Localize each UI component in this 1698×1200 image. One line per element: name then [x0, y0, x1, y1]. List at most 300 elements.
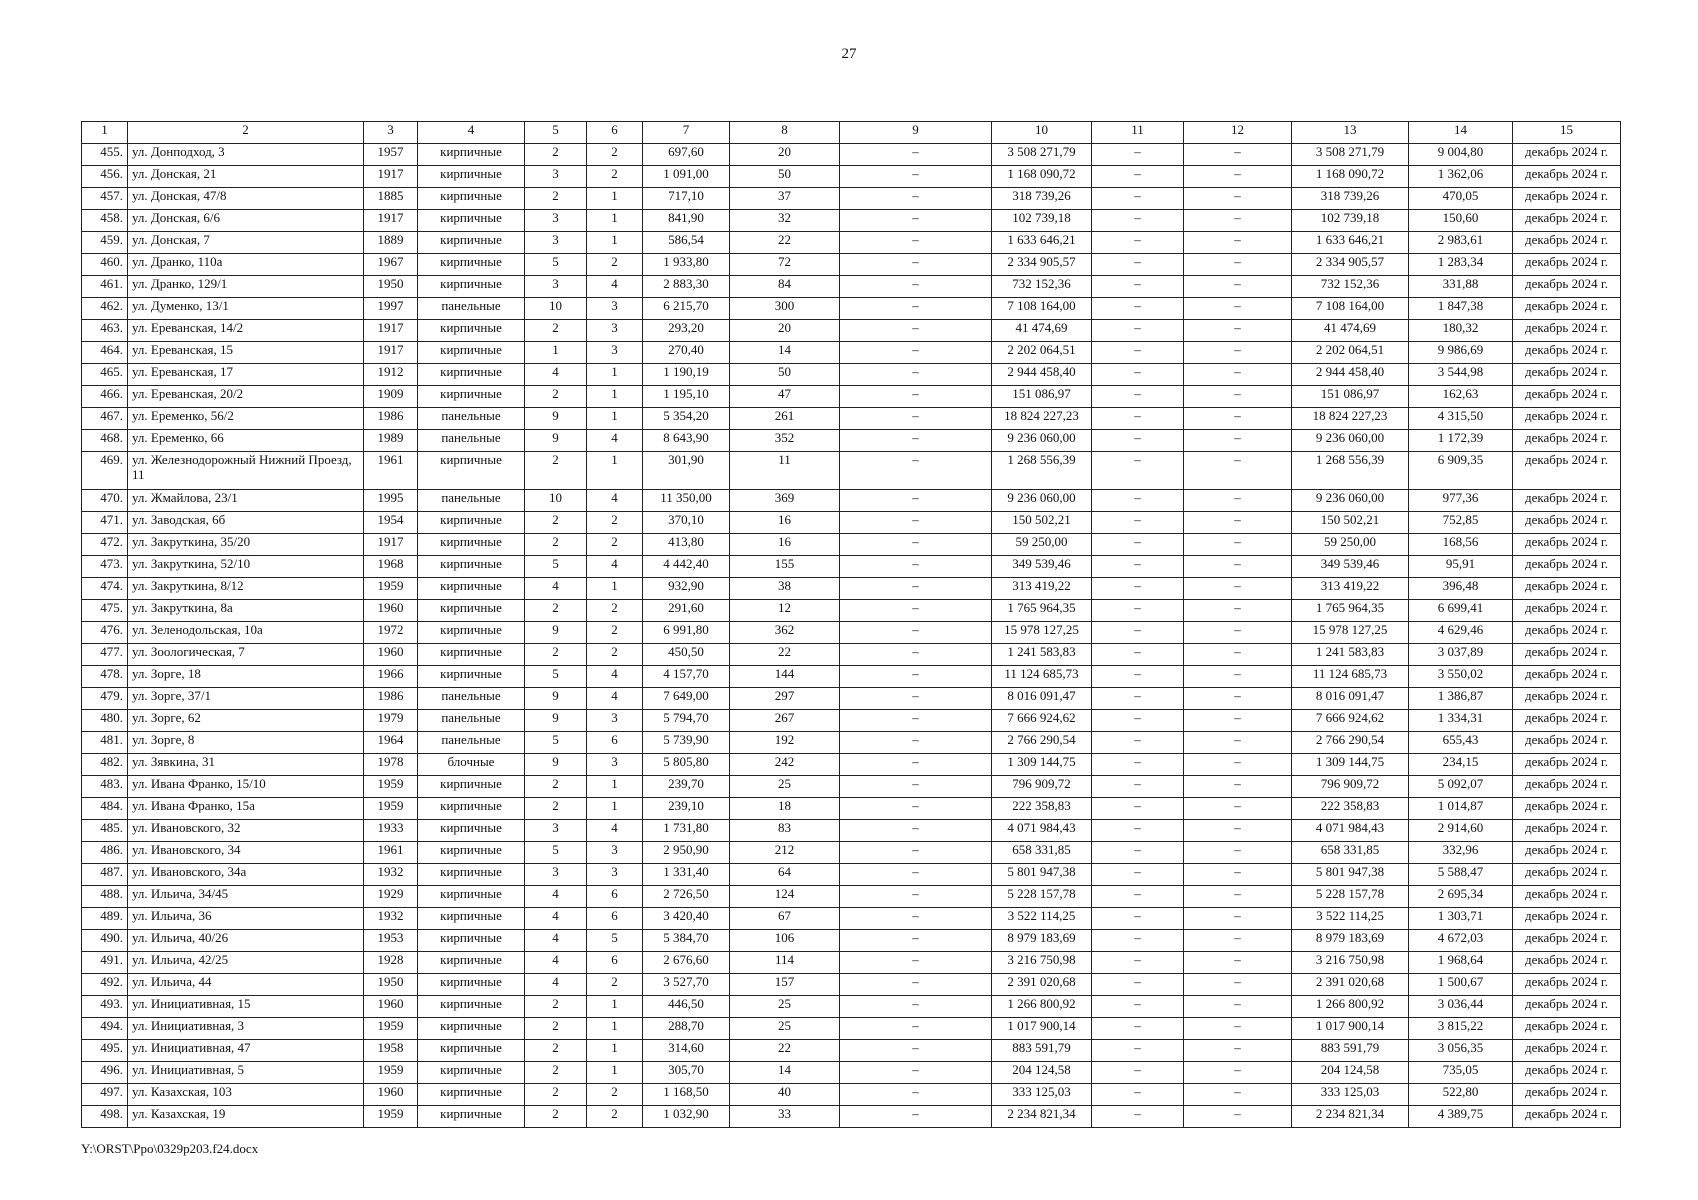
table-cell: –	[1092, 342, 1184, 364]
table-cell: 9	[525, 430, 587, 452]
table-cell: декабрь 2024 г.	[1513, 490, 1621, 512]
table-cell: 4 071 984,43	[992, 820, 1092, 842]
table-cell: 4 315,50	[1409, 408, 1513, 430]
table-cell: 1909	[364, 386, 418, 408]
table-cell: –	[840, 974, 992, 996]
table-cell: 2 883,30	[643, 276, 730, 298]
table-cell: 658 331,85	[992, 842, 1092, 864]
table-cell: –	[1092, 1018, 1184, 1040]
header-cell: 7	[643, 122, 730, 144]
header-cell: 9	[840, 122, 992, 144]
table-cell: –	[1092, 710, 1184, 732]
table-cell: –	[1092, 556, 1184, 578]
table-cell: 1889	[364, 232, 418, 254]
table-row	[82, 1062, 1621, 1084]
table-cell: –	[1184, 232, 1292, 254]
table-cell: –	[840, 298, 992, 320]
table-cell: 305,70	[643, 1062, 730, 1084]
table-cell: –	[1092, 952, 1184, 974]
table-cell: –	[1092, 798, 1184, 820]
table-cell: 291,60	[643, 600, 730, 622]
table-cell: 796 909,72	[992, 776, 1092, 798]
table-cell: 222 358,83	[992, 798, 1092, 820]
table-cell: –	[1184, 452, 1292, 490]
table-cell: 5 384,70	[643, 930, 730, 952]
table-row	[82, 732, 1621, 754]
address-cell: ул. Казахская, 103	[128, 1084, 364, 1106]
footer-file-path: Y:\ORST\Ppo\0329p203.f24.docx	[81, 1141, 259, 1156]
table-cell: кирпичные	[418, 864, 525, 886]
table-row	[82, 386, 1621, 408]
table-row	[82, 452, 1621, 490]
table-cell: 932,90	[643, 578, 730, 600]
table-cell: декабрь 2024 г.	[1513, 908, 1621, 930]
table-cell: 25	[730, 996, 840, 1018]
table-cell: 318 739,26	[992, 188, 1092, 210]
table-row	[82, 798, 1621, 820]
table-row	[82, 298, 1621, 320]
table-cell: кирпичные	[418, 886, 525, 908]
table-cell: 333 125,03	[1292, 1084, 1409, 1106]
table-cell: панельные	[418, 710, 525, 732]
table-cell: –	[840, 276, 992, 298]
table-cell: 1968	[364, 556, 418, 578]
header-cell: 10	[992, 122, 1092, 144]
row-number-cell: 491.	[82, 952, 128, 974]
table-cell: 1 303,71	[1409, 908, 1513, 930]
table-cell: декабрь 2024 г.	[1513, 952, 1621, 974]
table-cell: 4 071 984,43	[1292, 820, 1409, 842]
header-cell: 5	[525, 122, 587, 144]
table-cell: 11	[730, 452, 840, 490]
table-cell: 5 092,07	[1409, 776, 1513, 798]
table-row	[82, 1018, 1621, 1040]
table-cell: 1 168 090,72	[1292, 166, 1409, 188]
table-cell: 3	[525, 276, 587, 298]
table-cell: панельные	[418, 732, 525, 754]
table-cell: –	[1092, 1062, 1184, 1084]
table-cell: 2	[587, 1084, 643, 1106]
table-row	[82, 408, 1621, 430]
table-cell: 6 909,35	[1409, 452, 1513, 490]
table-cell: 102 739,18	[992, 210, 1092, 232]
table-cell: 301,90	[643, 452, 730, 490]
table-cell: 9 986,69	[1409, 342, 1513, 364]
table-row	[82, 1040, 1621, 1062]
table-cell: 1928	[364, 952, 418, 974]
address-cell: ул. Думенко, 13/1	[128, 298, 364, 320]
table-cell: 1960	[364, 1084, 418, 1106]
table-cell: 2 391 020,68	[992, 974, 1092, 996]
table-cell: 270,40	[643, 342, 730, 364]
table-cell: 4	[525, 364, 587, 386]
table-cell: 2	[525, 1106, 587, 1128]
table-cell: –	[840, 188, 992, 210]
table-cell: 470,05	[1409, 188, 1513, 210]
table-cell: 12	[730, 600, 840, 622]
table-cell: 300	[730, 298, 840, 320]
table-cell: 5	[525, 666, 587, 688]
table-cell: 1912	[364, 364, 418, 386]
table-cell: 5	[525, 254, 587, 276]
table-cell: 2	[525, 144, 587, 166]
table-cell: 2	[525, 776, 587, 798]
table-cell: –	[1184, 166, 1292, 188]
table-cell: 7 666 924,62	[992, 710, 1092, 732]
table-cell: –	[840, 210, 992, 232]
table-cell: 2	[525, 386, 587, 408]
table-cell: 4 629,46	[1409, 622, 1513, 644]
table-cell: –	[1184, 276, 1292, 298]
table-row	[82, 578, 1621, 600]
table-cell: 1959	[364, 578, 418, 600]
table-cell: –	[1184, 254, 1292, 276]
table-cell: 157	[730, 974, 840, 996]
row-number-cell: 464.	[82, 342, 128, 364]
table-cell: –	[1092, 688, 1184, 710]
table-row	[82, 188, 1621, 210]
table-cell: 16	[730, 534, 840, 556]
table-cell: 59 250,00	[992, 534, 1092, 556]
table-cell: 2	[525, 320, 587, 342]
table-cell: –	[840, 1062, 992, 1084]
table-cell: –	[1092, 386, 1184, 408]
table-cell: 1979	[364, 710, 418, 732]
table-row	[82, 820, 1621, 842]
table-cell: 6 215,70	[643, 298, 730, 320]
table-cell: 9 236 060,00	[992, 430, 1092, 452]
address-cell: ул. Закруткина, 52/10	[128, 556, 364, 578]
table-cell: 1	[587, 232, 643, 254]
table-cell: 2 334 905,57	[1292, 254, 1409, 276]
table-cell: 9	[525, 408, 587, 430]
table-cell: 1 266 800,92	[992, 996, 1092, 1018]
table-cell: 5	[525, 842, 587, 864]
table-cell: 333 125,03	[992, 1084, 1092, 1106]
table-cell: кирпичные	[418, 930, 525, 952]
table-cell: –	[1184, 1040, 1292, 1062]
table-cell: 1 309 144,75	[1292, 754, 1409, 776]
table-cell: декабрь 2024 г.	[1513, 232, 1621, 254]
table-cell: –	[1184, 754, 1292, 776]
table-cell: –	[1092, 320, 1184, 342]
table-cell: –	[1184, 578, 1292, 600]
table-cell: –	[1184, 622, 1292, 644]
row-number-cell: 461.	[82, 276, 128, 298]
table-cell: –	[1092, 430, 1184, 452]
table-cell: декабрь 2024 г.	[1513, 776, 1621, 798]
table-cell: –	[840, 842, 992, 864]
table-cell: 5 801 947,38	[1292, 864, 1409, 886]
table-cell: –	[1184, 666, 1292, 688]
table-cell: 1 168 090,72	[992, 166, 1092, 188]
table-cell: –	[840, 952, 992, 974]
page-number: 27	[841, 46, 857, 62]
address-cell: ул. Заводская, 6б	[128, 512, 364, 534]
table-cell: 8 979 183,69	[992, 930, 1092, 952]
header-cell: 8	[730, 122, 840, 144]
table-cell: кирпичные	[418, 276, 525, 298]
table-cell: –	[1092, 732, 1184, 754]
table-row	[82, 144, 1621, 166]
table-cell: 450,50	[643, 644, 730, 666]
table-cell: 8 016 091,47	[1292, 688, 1409, 710]
table-cell: 352	[730, 430, 840, 452]
table-cell: –	[1092, 622, 1184, 644]
table-cell: 155	[730, 556, 840, 578]
table-cell: 1	[587, 1018, 643, 1040]
row-number-cell: 498.	[82, 1106, 128, 1128]
table-cell: 4 442,40	[643, 556, 730, 578]
address-cell: ул. Дранко, 129/1	[128, 276, 364, 298]
table-cell: –	[1092, 144, 1184, 166]
table-cell: 4	[525, 930, 587, 952]
table-cell: –	[840, 732, 992, 754]
table-cell: декабрь 2024 г.	[1513, 798, 1621, 820]
header-row	[82, 122, 1621, 144]
table-cell: декабрь 2024 г.	[1513, 732, 1621, 754]
table-cell: –	[840, 556, 992, 578]
table-row	[82, 688, 1621, 710]
table-cell: 5 739,90	[643, 732, 730, 754]
table-cell: 5 228 157,78	[1292, 886, 1409, 908]
table-cell: –	[1092, 232, 1184, 254]
table-cell: 3	[525, 166, 587, 188]
table-cell: –	[1184, 732, 1292, 754]
table-cell: 3 216 750,98	[1292, 952, 1409, 974]
table-cell: 2	[587, 622, 643, 644]
address-cell: ул. Ильича, 34/45	[128, 886, 364, 908]
table-cell: –	[1092, 1084, 1184, 1106]
table-cell: 1 017 900,14	[992, 1018, 1092, 1040]
table-cell: –	[1184, 798, 1292, 820]
address-cell: ул. Ереванская, 15	[128, 342, 364, 364]
table-cell: 1 633 646,21	[1292, 232, 1409, 254]
table-cell: 9 236 060,00	[992, 490, 1092, 512]
table-cell: 47	[730, 386, 840, 408]
table-row	[82, 1084, 1621, 1106]
table-cell: 370,10	[643, 512, 730, 534]
table-row	[82, 534, 1621, 556]
table-row	[82, 996, 1621, 1018]
row-number-cell: 457.	[82, 188, 128, 210]
table-cell: –	[1092, 864, 1184, 886]
table-row	[82, 930, 1621, 952]
row-number-cell: 462.	[82, 298, 128, 320]
table-cell: 50	[730, 364, 840, 386]
table-cell: 1958	[364, 1040, 418, 1062]
table-cell: 33	[730, 1106, 840, 1128]
table-cell: 6 699,41	[1409, 600, 1513, 622]
table-row	[82, 364, 1621, 386]
table-cell: 3 815,22	[1409, 1018, 1513, 1040]
table-cell: 1 266 800,92	[1292, 996, 1409, 1018]
table-cell: кирпичные	[418, 320, 525, 342]
row-number-cell: 486.	[82, 842, 128, 864]
table-cell: 11 350,00	[643, 490, 730, 512]
row-number-cell: 484.	[82, 798, 128, 820]
table-cell: –	[1092, 276, 1184, 298]
table-cell: –	[1184, 710, 1292, 732]
table-cell: –	[1184, 534, 1292, 556]
table-cell: декабрь 2024 г.	[1513, 930, 1621, 952]
table-cell: 2 914,60	[1409, 820, 1513, 842]
table-cell: кирпичные	[418, 166, 525, 188]
table-cell: 5	[587, 930, 643, 952]
table-cell: 9	[525, 622, 587, 644]
table-cell: 8 643,90	[643, 430, 730, 452]
table-cell: 1953	[364, 930, 418, 952]
table-cell: –	[840, 408, 992, 430]
table-row	[82, 342, 1621, 364]
table-cell: 977,36	[1409, 490, 1513, 512]
table-cell: 9 236 060,00	[1292, 490, 1409, 512]
address-cell: ул. Ивановского, 34	[128, 842, 364, 864]
table-cell: декабрь 2024 г.	[1513, 820, 1621, 842]
table-cell: 2	[525, 188, 587, 210]
header-cell: 15	[1513, 122, 1621, 144]
table-cell: 25	[730, 1018, 840, 1040]
table-cell: –	[840, 1106, 992, 1128]
table-cell: 1 268 556,39	[992, 452, 1092, 490]
table-cell: 1	[525, 342, 587, 364]
table-cell: кирпичные	[418, 776, 525, 798]
table-cell: кирпичные	[418, 254, 525, 276]
row-number-cell: 470.	[82, 490, 128, 512]
table-cell: кирпичные	[418, 908, 525, 930]
table-cell: кирпичные	[418, 798, 525, 820]
table-cell: –	[1092, 452, 1184, 490]
table-cell: 5	[525, 732, 587, 754]
address-cell: ул. Железнодорожный Нижний Проезд, 11	[128, 452, 364, 490]
row-number-cell: 472.	[82, 534, 128, 556]
row-number-cell: 458.	[82, 210, 128, 232]
table-cell: 2 202 064,51	[992, 342, 1092, 364]
row-number-cell: 482.	[82, 754, 128, 776]
table-cell: 2 950,90	[643, 842, 730, 864]
row-number-cell: 466.	[82, 386, 128, 408]
table-cell: кирпичные	[418, 188, 525, 210]
table-cell: 25	[730, 776, 840, 798]
table-cell: декабрь 2024 г.	[1513, 534, 1621, 556]
table-cell: –	[840, 798, 992, 820]
address-cell: ул. Инициативная, 15	[128, 996, 364, 1018]
table-cell: –	[840, 578, 992, 600]
table-cell: –	[840, 996, 992, 1018]
table-cell: 796 909,72	[1292, 776, 1409, 798]
table-cell: 11 124 685,73	[1292, 666, 1409, 688]
table-cell: 2	[525, 644, 587, 666]
table-cell: декабрь 2024 г.	[1513, 452, 1621, 490]
table-cell: кирпичные	[418, 622, 525, 644]
table-cell: 1972	[364, 622, 418, 644]
table-cell: 1960	[364, 600, 418, 622]
table-cell: –	[1092, 776, 1184, 798]
table-cell: 1954	[364, 512, 418, 534]
table-cell: кирпичные	[418, 232, 525, 254]
table-row	[82, 974, 1621, 996]
table-row	[82, 754, 1621, 776]
table-cell: 1932	[364, 908, 418, 930]
table-cell: 3 216 750,98	[992, 952, 1092, 974]
table-cell: 1 331,40	[643, 864, 730, 886]
table-cell: 1959	[364, 1106, 418, 1128]
row-number-cell: 465.	[82, 364, 128, 386]
table-cell: 162,63	[1409, 386, 1513, 408]
table-cell: 5 794,70	[643, 710, 730, 732]
table-cell: 4	[525, 908, 587, 930]
table-cell: –	[1092, 512, 1184, 534]
address-cell: ул. Донская, 47/8	[128, 188, 364, 210]
table-cell: 5 354,20	[643, 408, 730, 430]
table-cell: 5	[525, 556, 587, 578]
table-row	[82, 1106, 1621, 1128]
table-cell: 2 944 458,40	[1292, 364, 1409, 386]
table-cell: 331,88	[1409, 276, 1513, 298]
table-cell: 2	[525, 1084, 587, 1106]
table-cell: 396,48	[1409, 578, 1513, 600]
table-cell: 3	[587, 864, 643, 886]
table-cell: 1 017 900,14	[1292, 1018, 1409, 1040]
table-cell: кирпичные	[418, 1084, 525, 1106]
table-cell: –	[1184, 386, 1292, 408]
row-number-cell: 455.	[82, 144, 128, 166]
table-cell: 2 676,60	[643, 952, 730, 974]
table-cell: 2	[587, 144, 643, 166]
table-cell: 1 309 144,75	[992, 754, 1092, 776]
table-cell: 2	[525, 1040, 587, 1062]
table-cell: –	[1184, 600, 1292, 622]
table-cell: 4	[525, 974, 587, 996]
table-row	[82, 710, 1621, 732]
table-cell: 2 202 064,51	[1292, 342, 1409, 364]
table-cell: –	[1092, 408, 1184, 430]
table-cell: –	[840, 364, 992, 386]
table-cell: декабрь 2024 г.	[1513, 254, 1621, 276]
table-cell: 1	[587, 408, 643, 430]
table-cell: 1957	[364, 144, 418, 166]
table-cell: 362	[730, 622, 840, 644]
table-cell: 102 739,18	[1292, 210, 1409, 232]
address-cell: ул. Закруткина, 8/12	[128, 578, 364, 600]
table-cell: 50	[730, 166, 840, 188]
table-cell: 1885	[364, 188, 418, 210]
address-cell: ул. Инициативная, 47	[128, 1040, 364, 1062]
table-cell: 1 633 646,21	[992, 232, 1092, 254]
row-number-cell: 463.	[82, 320, 128, 342]
table-cell: 2	[525, 1062, 587, 1084]
table-cell: 3 056,35	[1409, 1040, 1513, 1062]
table-cell: 1	[587, 452, 643, 490]
table-cell: декабрь 2024 г.	[1513, 996, 1621, 1018]
address-cell: ул. Дранко, 110а	[128, 254, 364, 276]
table-cell: 1995	[364, 490, 418, 512]
table-cell: 6	[587, 732, 643, 754]
table-cell: 168,56	[1409, 534, 1513, 556]
table-cell: 1967	[364, 254, 418, 276]
address-cell: ул. Ереванская, 14/2	[128, 320, 364, 342]
address-cell: ул. Ивана Франко, 15/10	[128, 776, 364, 798]
row-number-cell: 481.	[82, 732, 128, 754]
address-cell: ул. Зорге, 62	[128, 710, 364, 732]
address-cell: ул. Зорге, 37/1	[128, 688, 364, 710]
table-cell: –	[1184, 688, 1292, 710]
table-cell: 2	[525, 452, 587, 490]
table-cell: 1917	[364, 166, 418, 188]
table-cell: 9 004,80	[1409, 144, 1513, 166]
address-cell: ул. Инициативная, 5	[128, 1062, 364, 1084]
table-cell: –	[1184, 644, 1292, 666]
